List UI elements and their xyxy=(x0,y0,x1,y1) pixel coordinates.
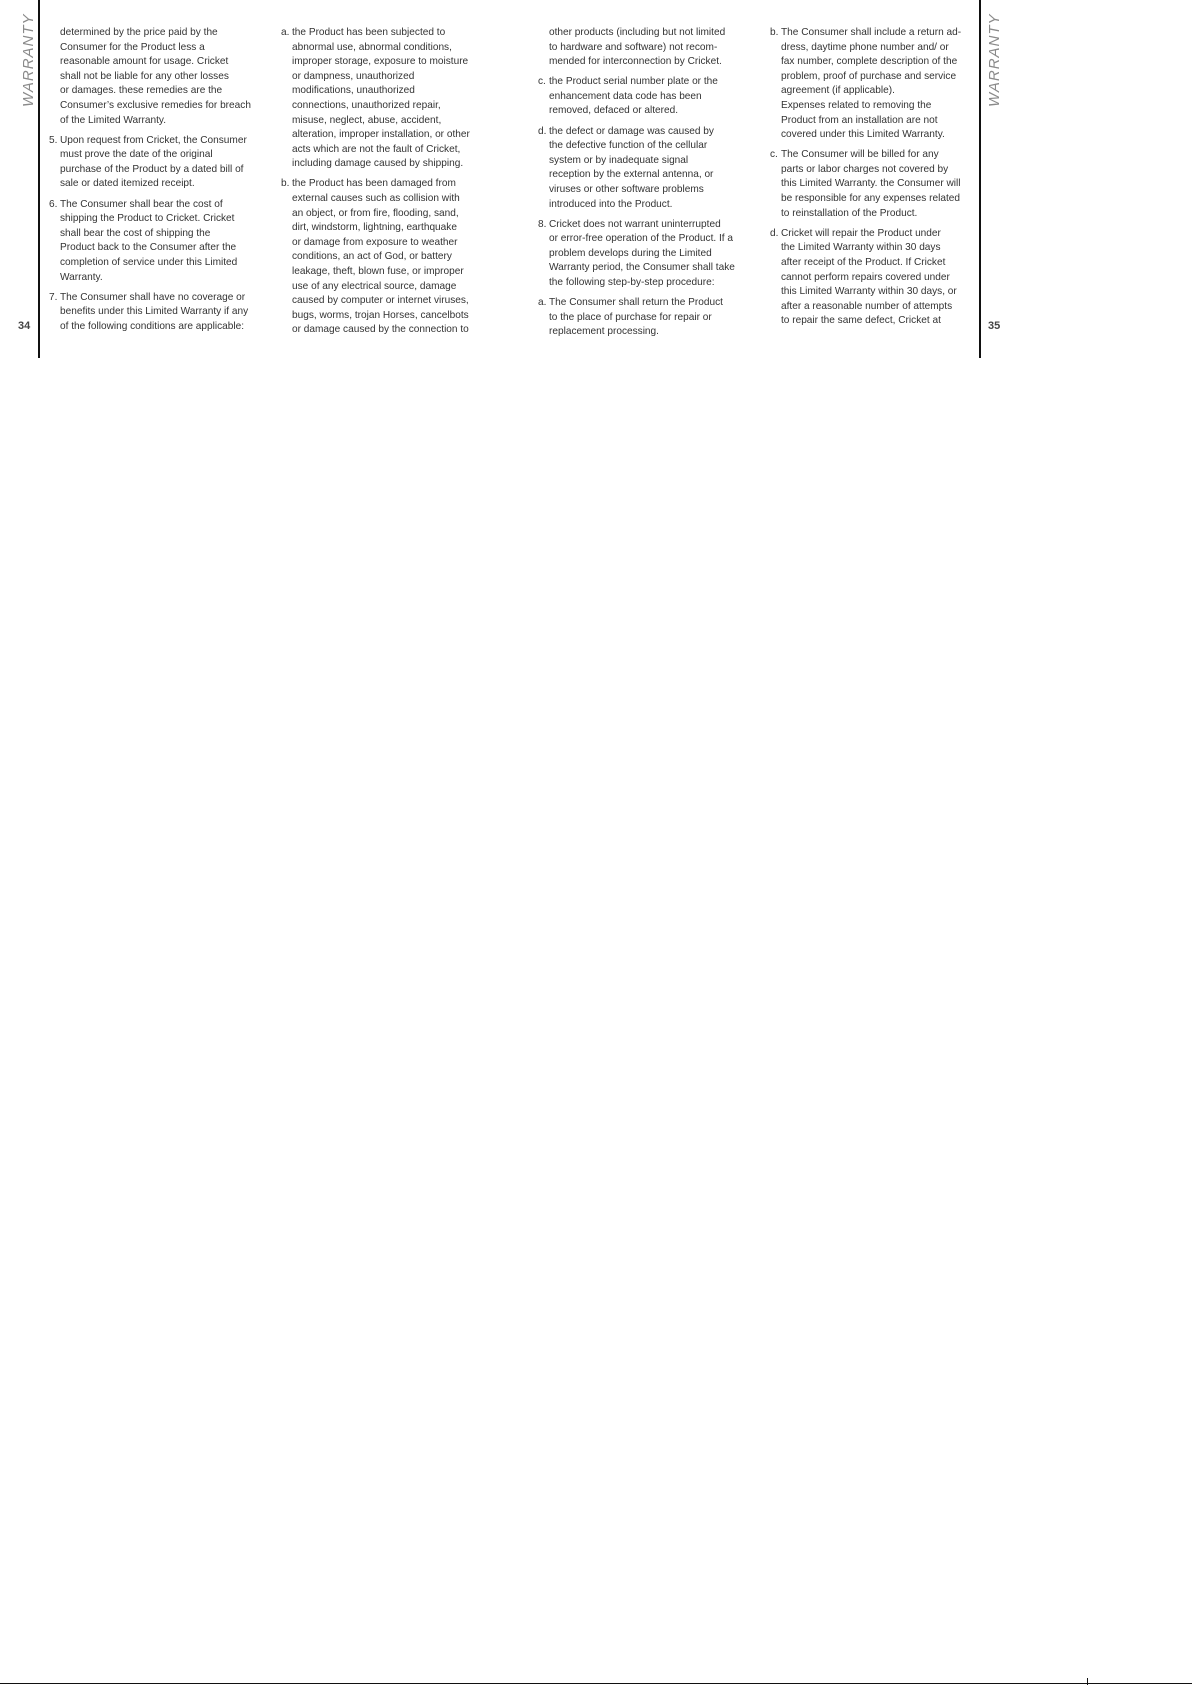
list-marker: 6. xyxy=(49,198,58,210)
text-line: The Consumer shall have no coverage or xyxy=(60,291,246,303)
text-line: the following step-by-step procedure: xyxy=(549,277,715,288)
text-line: shall not be liable for any other losses xyxy=(60,70,229,82)
list-marker: 8. xyxy=(538,218,547,230)
text-line: the defect or damage was caused by xyxy=(549,125,714,137)
text-line: to reinstallation of the Product. xyxy=(781,207,918,219)
text-line: to the place of purchase for repair or xyxy=(549,311,712,323)
text-line: purchase of the Product by a dated bill of xyxy=(60,163,244,175)
text-line: the Product has been subjected to xyxy=(292,27,446,38)
text-line: Consumer for the Product less a xyxy=(60,41,205,53)
list-marker: b. xyxy=(281,178,290,190)
text-line: after receipt of the Product. If Cricket xyxy=(781,256,946,268)
text-line: other products (including but not limited xyxy=(549,27,726,38)
text-line: be responsible for any expenses related xyxy=(781,193,960,205)
text-line: acts which are not the fault of Cricket, xyxy=(292,143,461,155)
text-line: or damages. these remedies are the xyxy=(60,85,223,97)
paragraph xyxy=(770,148,975,221)
text-line: Upon request from Cricket, the Consumer xyxy=(60,134,247,146)
paragraph xyxy=(538,125,753,213)
text-line: leakage, theft, blown fuse, or improper xyxy=(292,266,464,277)
text-line: the defective function of the cellular xyxy=(549,140,708,152)
text-line: of the Limited Warranty. xyxy=(60,114,167,126)
text-line: an object, or from fire, flooding, sand, xyxy=(292,207,459,219)
text-line: Warranty period, the Consumer shall take xyxy=(549,262,735,274)
page-number-left: 34 xyxy=(18,320,31,332)
paragraph xyxy=(49,291,264,335)
text-line: viruses or other software problems xyxy=(549,183,704,195)
text-line: caused by computer or internet viruses, xyxy=(292,295,469,307)
text-line: or error-free operation of the Product. If a xyxy=(549,233,734,245)
text-line: Product back to the Consumer after the xyxy=(60,242,237,254)
text-line: covered under this Limited Warranty. xyxy=(781,129,945,141)
text-line: The Consumer shall bear the cost of xyxy=(60,198,223,210)
text-line: mended for interconnection by Cricket. xyxy=(549,56,722,68)
text-line: enhancement data code has been xyxy=(549,90,702,102)
text-line: system or by inadequate signal xyxy=(549,154,689,166)
text-line: after a reasonable number of attempts xyxy=(781,300,953,312)
list-marker: a. xyxy=(281,27,290,38)
list-marker: d. xyxy=(538,125,547,137)
text-line: parts or labor charges not covered by xyxy=(781,163,949,175)
text-line: to repair the same defect, Cricket at xyxy=(781,315,941,327)
text-line: problem develops during the Limited xyxy=(549,247,712,259)
text-line: misuse, neglect, abuse, accident, xyxy=(292,114,442,126)
text-column-4 xyxy=(770,26,975,334)
text-line: to hardware and software) not recom- xyxy=(549,41,718,53)
page-number-right: 35 xyxy=(988,320,1001,332)
text-line: benefits under this Limited Warranty if any xyxy=(60,306,249,318)
paragraph xyxy=(281,177,496,338)
text-line: connections, unauthorized repair, xyxy=(292,99,441,111)
text-line: agreement (if applicable). xyxy=(781,85,895,97)
paragraph xyxy=(538,218,753,291)
text-line: the Product has been damaged from xyxy=(292,178,456,190)
text-line: bugs, worms, trojan Horses, cancelbots xyxy=(292,309,469,321)
text-line: external causes such as collision with xyxy=(292,193,460,205)
text-line: improper storage, exposure to moisture xyxy=(292,56,469,68)
text-line: cannot perform repairs covered under xyxy=(781,271,950,283)
text-line: completion of service under this Limited xyxy=(60,256,238,268)
text-line: Product from an installation are not xyxy=(781,114,938,126)
paragraph xyxy=(49,26,264,128)
text-line: The Consumer shall include a return ad- xyxy=(781,27,962,38)
paragraph xyxy=(538,26,753,70)
text-line: sale or dated itemized receipt. xyxy=(60,178,195,190)
text-line: determined by the price paid by the xyxy=(60,27,218,38)
paragraph xyxy=(770,227,975,329)
text-line: problem, proof of purchase and service xyxy=(781,70,957,82)
paragraph xyxy=(281,26,496,172)
text-line: abnormal use, abnormal conditions, xyxy=(292,41,452,53)
bottom-rule xyxy=(0,1683,1192,1684)
text-line: the Limited Warranty within 30 days xyxy=(781,242,941,254)
text-column-1 xyxy=(49,26,264,340)
text-line: modifications, unauthorized xyxy=(292,85,415,97)
text-line: alteration, improper installation, or other xyxy=(292,129,470,141)
text-line: reasonable amount for usage. Cricket xyxy=(60,56,229,68)
right-section-label: WARRANTY xyxy=(986,13,1003,107)
text-column-3 xyxy=(538,26,753,345)
text-line: removed, defaced or altered. xyxy=(549,105,679,117)
text-line: Consumer’s exclusive remedies for breach xyxy=(60,99,251,111)
paragraph xyxy=(538,296,753,340)
text-line: of the following conditions are applicable: xyxy=(60,320,245,332)
text-line: the Product serial number plate or the xyxy=(549,76,718,88)
text-line: shipping the Product to Cricket. Cricket xyxy=(60,213,235,225)
text-line: or dampness, unauthorized xyxy=(292,70,415,82)
text-line: The Consumer shall return the Product xyxy=(549,297,723,309)
list-marker: 7. xyxy=(49,291,58,303)
text-line: including damage caused by shipping. xyxy=(292,158,464,170)
text-line: use of any electrical source, damage xyxy=(292,280,457,292)
text-line: introduced into the Product. xyxy=(549,198,673,210)
text-line: Expenses related to removing the xyxy=(781,99,932,111)
paragraph xyxy=(49,198,264,286)
left-section-label: WARRANTY xyxy=(20,13,37,107)
text-line: conditions, an act of God, or battery xyxy=(292,251,452,263)
text-line: this Limited Warranty. the Consumer will xyxy=(781,178,961,190)
paragraph xyxy=(538,75,753,119)
text-line: Warranty. xyxy=(60,271,103,283)
text-line: or damage from exposure to weather xyxy=(292,236,458,248)
text-line: or damage caused by the connection to xyxy=(292,324,469,336)
text-line: shall bear the cost of shipping the xyxy=(60,227,211,239)
text-line: Cricket does not warrant uninterrupted xyxy=(549,218,721,230)
text-line: The Consumer will be billed for any xyxy=(781,149,939,161)
right-page-margin-rule xyxy=(979,0,981,358)
list-marker: d. xyxy=(770,227,779,239)
text-line: dirt, windstorm, lightning, earthquake xyxy=(292,222,457,234)
text-line: must prove the date of the original xyxy=(60,149,213,161)
text-line: Cricket will repair the Product under xyxy=(781,227,941,239)
text-line: fax number, complete description of the xyxy=(781,56,958,68)
list-marker: a. xyxy=(538,297,547,309)
text-column-2 xyxy=(281,26,496,343)
paragraph xyxy=(770,26,975,143)
paragraph xyxy=(49,134,264,192)
list-marker: b. xyxy=(770,27,779,38)
text-line: replacement processing. xyxy=(549,326,659,338)
text-line: reception by the external antenna, or xyxy=(549,169,714,181)
list-marker: 5. xyxy=(49,134,58,146)
bottom-rule-tick xyxy=(1087,1678,1088,1685)
text-line: this Limited Warranty within 30 days, or xyxy=(781,286,957,298)
text-line: dress, daytime phone number and/ or xyxy=(781,41,949,53)
list-marker: c. xyxy=(770,149,778,161)
list-marker: c. xyxy=(538,76,546,88)
